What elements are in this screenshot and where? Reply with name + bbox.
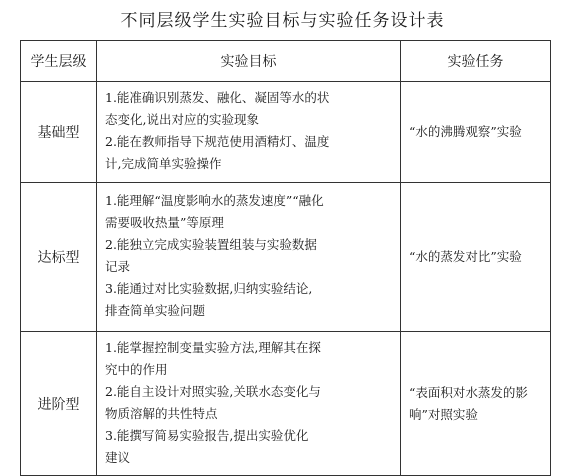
goals-cell [97, 332, 401, 476]
table-row [21, 82, 551, 183]
goal-line: 计,完成简单实验操作 [105, 156, 222, 171]
task-cell [401, 332, 551, 476]
goal-line: 物质溶解的共性特点 [105, 405, 218, 421]
table-title: 不同层级学生实验目标与实验任务设计表 [120, 11, 445, 31]
goal-line: 2.能独立完成实验装置组装与实验数据 [105, 237, 317, 252]
goal-line: 1.能准确识别蒸发、融化、凝固等水的状 [105, 90, 330, 105]
goal-line: 2.能在教师指导下规范使用酒精灯、温度 [105, 134, 330, 149]
level-cell: 达标型 [21, 183, 97, 332]
goal-line: 态变化,说出对应的实验现象 [105, 112, 259, 127]
goal-line: 1.能掌握控制变量实验方法,理解其在探 [105, 339, 321, 355]
task-cell: “水的蒸发对比”实验 [401, 183, 551, 332]
task-line: “表面积对水蒸发的影 [409, 384, 528, 400]
task-line: 响”对照实验 [409, 406, 478, 422]
header-level: 学生层级 [21, 41, 97, 82]
design-table [20, 40, 551, 476]
level-cell: 进阶型 [21, 332, 97, 476]
goal-line: 究中的作用 [105, 361, 168, 377]
goals-cell [97, 82, 401, 183]
header-row [21, 41, 551, 82]
goals-cell [97, 183, 401, 332]
goal-line: 记录 [105, 259, 131, 274]
goal-line: 3.能撰写简易实验报告,提出实验优化 [105, 427, 309, 443]
header-task: 实验任务 [401, 41, 551, 82]
header-goals: 实验目标 [97, 41, 401, 82]
goal-line: 3.能通过对比实验数据,归纳实验结论, [105, 281, 313, 296]
goal-line: 2.能自主设计对照实验,关联水态变化与 [105, 383, 321, 399]
level-cell: 基础型 [21, 82, 97, 183]
task-cell: “水的沸腾观察”实验 [401, 82, 551, 183]
table-row [21, 332, 551, 476]
goal-line: 需要吸收热量”等原理 [105, 215, 224, 230]
goal-line: 建议 [105, 449, 131, 465]
goal-line: 排查简单实验问题 [105, 303, 206, 318]
goal-line: 1.能理解“温度影响水的蒸发速度”“融化 [105, 193, 324, 208]
table-row [21, 183, 551, 332]
